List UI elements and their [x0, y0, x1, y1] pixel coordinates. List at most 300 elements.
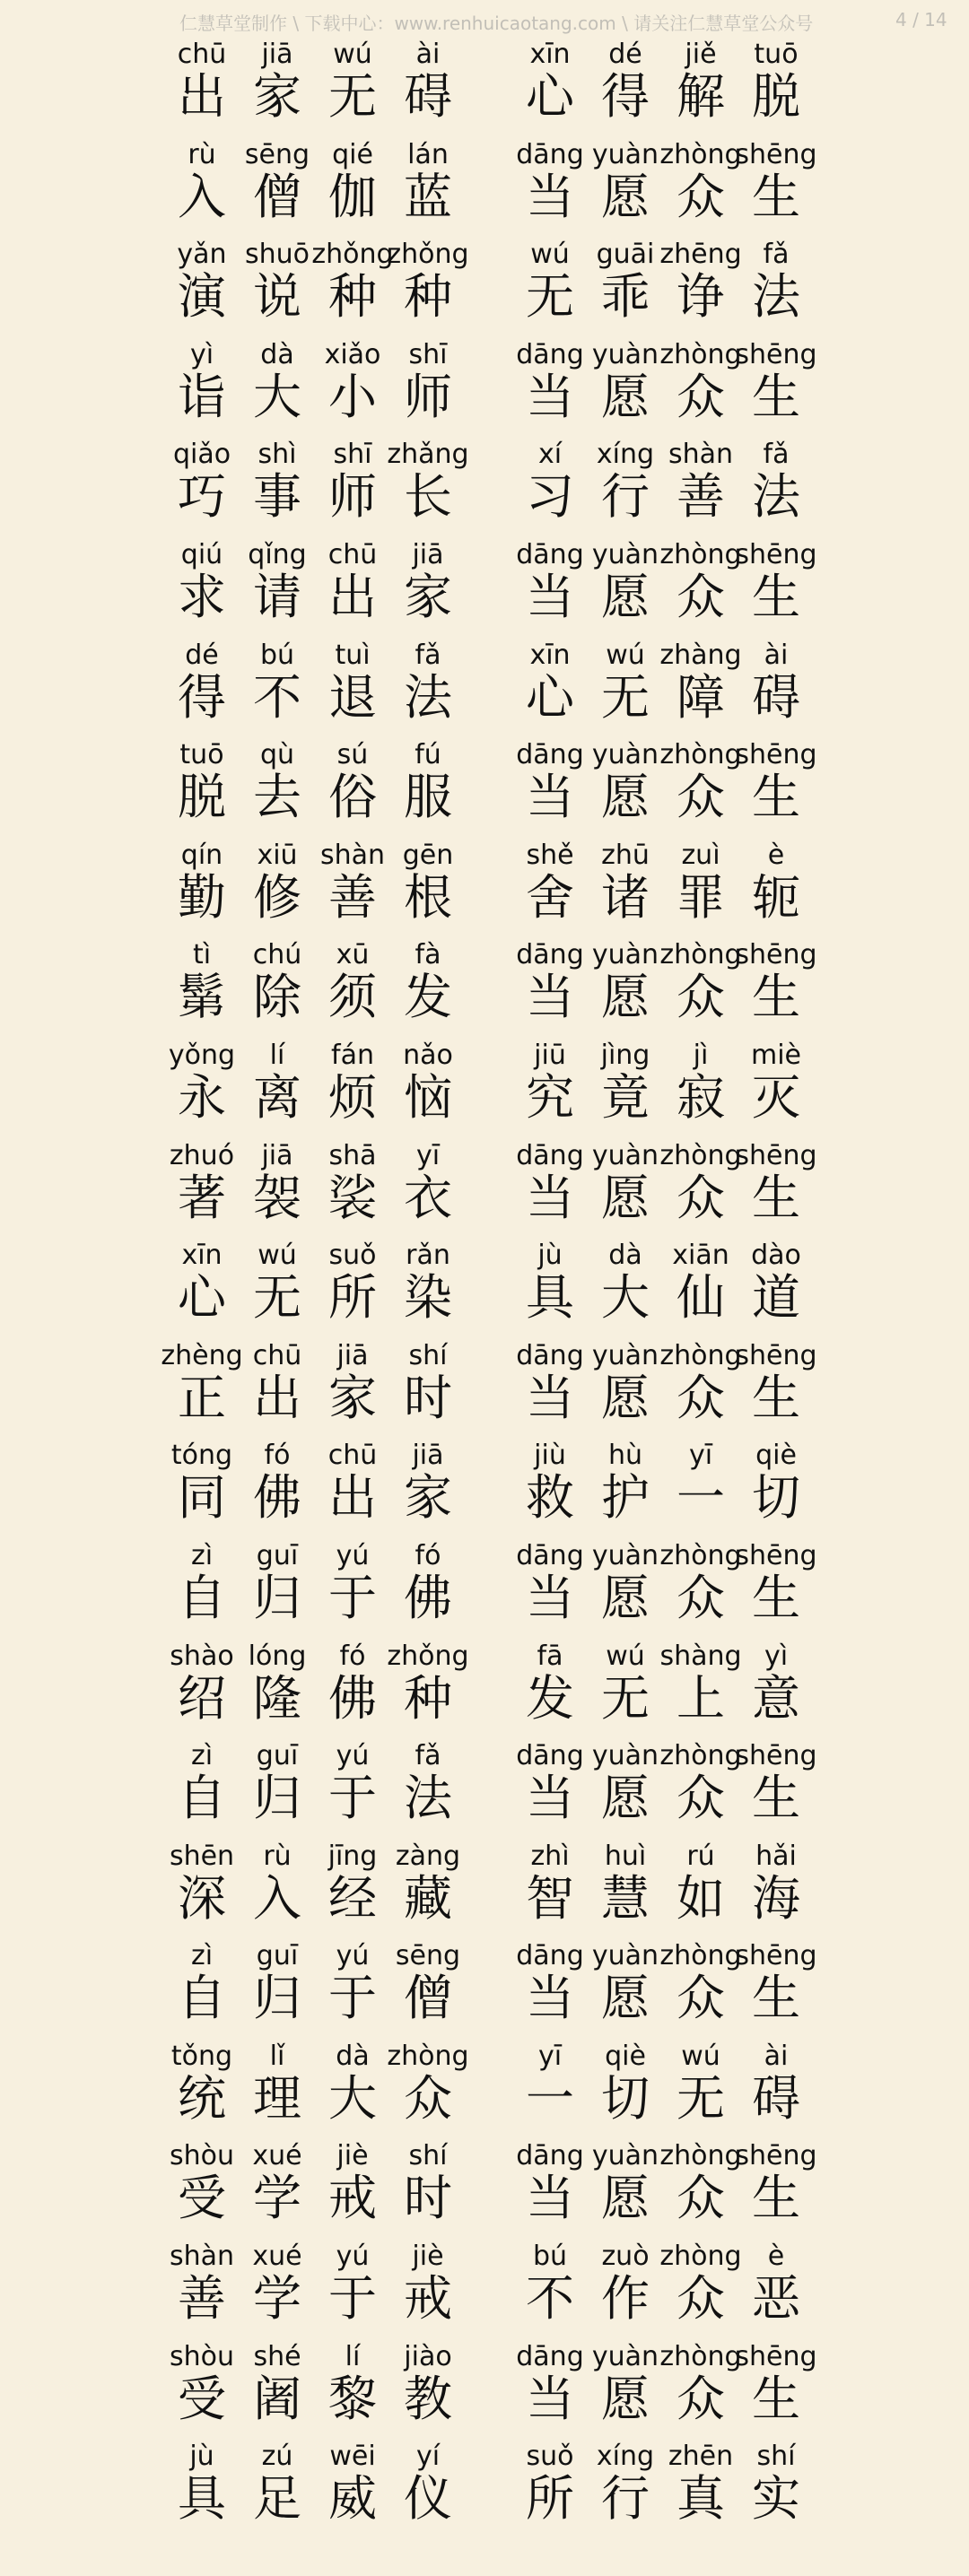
hanzi: 愿 [601, 168, 650, 225]
pinyin: shàn [319, 839, 386, 871]
pinyin: fó [339, 1640, 366, 1672]
hanzi: 入 [253, 1869, 301, 1927]
verse-line-left [165, 1737, 461, 1838]
pinyin: dāng [516, 538, 584, 570]
pinyin: sú [336, 739, 369, 771]
verse-line-left [165, 1537, 461, 1638]
pinyin: chū [252, 1339, 302, 1371]
pinyin: shēng [735, 338, 817, 370]
ruby-character [391, 1437, 465, 1537]
hanzi: 生 [752, 1169, 800, 1226]
hanzi: 仙 [677, 1269, 725, 1327]
ruby-character [391, 1838, 465, 1938]
pinyin: wú [530, 239, 570, 271]
ruby-character [391, 637, 465, 737]
pinyin: zhòng [387, 2040, 469, 2072]
pinyin: xīn [181, 1240, 223, 1272]
hanzi: 愿 [601, 1569, 650, 1626]
pinyin: shàn [668, 439, 734, 471]
verse-line-right [513, 436, 809, 536]
hanzi: 学 [253, 2270, 301, 2328]
pinyin: fán [331, 1039, 374, 1071]
verse-line-right [513, 1237, 809, 1337]
ruby-character [391, 2137, 465, 2238]
pinyin: dào [751, 1240, 801, 1272]
hanzi: 出 [328, 1469, 377, 1527]
hanzi: 烦 [328, 1068, 377, 1126]
pinyin: yuàn [591, 2340, 659, 2372]
hanzi: 无 [253, 1269, 301, 1327]
hanzi: 自 [178, 1970, 226, 2027]
pinyin: jiè [336, 2140, 369, 2172]
pinyin: shēng [735, 2140, 817, 2172]
hanzi: 障 [677, 668, 725, 726]
verse-line-left [165, 336, 461, 437]
hanzi: 乖 [601, 268, 650, 326]
pinyin: rǎn [406, 1240, 450, 1272]
pinyin: ài [764, 639, 789, 671]
pinyin: yú [336, 2241, 370, 2273]
pinyin: yí [415, 2441, 441, 2473]
verse-line-left [165, 2137, 461, 2238]
hanzi: 家 [328, 1369, 377, 1426]
hanzi: 所 [328, 1269, 377, 1327]
pinyin: fó [415, 1539, 441, 1571]
pinyin: xiān [672, 1240, 729, 1272]
ruby-character [391, 1537, 465, 1638]
pinyin: jiū [534, 1039, 566, 1071]
hanzi: 时 [404, 2170, 452, 2227]
pinyin: zhòng [659, 1740, 742, 1772]
verse-row [0, 2038, 969, 2138]
pinyin: shēng [735, 2340, 817, 2372]
hanzi: 灭 [752, 1068, 800, 1126]
hanzi: 生 [752, 568, 800, 625]
pinyin: jiè [412, 2241, 444, 2273]
hanzi: 无 [328, 68, 377, 125]
hanzi: 染 [404, 1269, 452, 1327]
pinyin: shàng [659, 1640, 742, 1672]
pinyin: zuì [681, 839, 720, 871]
hanzi: 得 [178, 668, 226, 726]
hanzi: 于 [328, 2270, 377, 2328]
pinyin: shí [756, 2441, 796, 2473]
pinyin: dāng [516, 1339, 584, 1371]
hanzi: 自 [178, 1569, 226, 1626]
pinyin: shàn [169, 2241, 235, 2273]
hanzi: 小 [328, 368, 377, 425]
pinyin: jiā [412, 1440, 444, 1472]
hanzi: 大 [601, 1269, 650, 1327]
pinyin: dāng [516, 1539, 584, 1571]
pinyin: shuō [244, 239, 310, 271]
pinyin: xí [537, 439, 563, 471]
hanzi: 生 [752, 1369, 800, 1426]
page-number: 4 / 14 [895, 9, 947, 30]
ruby-character [391, 2338, 465, 2439]
hanzi: 生 [752, 1770, 800, 1827]
verse-line-right [513, 2338, 817, 2439]
pinyin: zì [190, 1539, 214, 1571]
pinyin: xīn [529, 39, 571, 70]
pinyin: zhēn [668, 2441, 734, 2473]
hanzi: 恼 [404, 1068, 452, 1126]
pinyin: bú [532, 2241, 568, 2273]
pinyin: tuì [335, 639, 371, 671]
verse-line-right [513, 1037, 809, 1137]
verse-line-left [165, 136, 461, 237]
verse-line-right [513, 536, 817, 637]
verse-line-left [165, 1937, 461, 2038]
hanzi: 受 [178, 2170, 226, 2227]
hanzi: 生 [752, 168, 800, 225]
hanzi: 佛 [253, 1469, 301, 1527]
pinyin: shēng [735, 939, 817, 971]
hanzi: 舍 [526, 868, 574, 926]
hanzi: 说 [253, 268, 301, 326]
pinyin: fǎ [415, 639, 441, 671]
hanzi: 不 [526, 2270, 574, 2328]
pinyin: xíng [596, 439, 655, 471]
hanzi: 佛 [404, 1569, 452, 1626]
pinyin: fǎ [763, 239, 790, 271]
verse-line-left [165, 236, 469, 336]
ruby-character [735, 1337, 817, 1438]
pinyin: yī [415, 1139, 441, 1171]
hanzi: 出 [178, 68, 226, 125]
hanzi: 当 [526, 1169, 574, 1226]
ruby-character [739, 36, 813, 136]
verse-row [0, 1137, 969, 1238]
hanzi: 竟 [601, 1068, 650, 1126]
hanzi: 出 [253, 1369, 301, 1426]
hanzi: 法 [404, 668, 452, 726]
pinyin: qiè [605, 2040, 646, 2072]
pinyin: sēng [244, 138, 310, 170]
verse-row [0, 1337, 969, 1438]
pinyin: rù [263, 1840, 292, 1872]
hanzi: 经 [328, 1869, 377, 1927]
pinyin: xiǎo [324, 338, 381, 370]
hanzi: 衣 [404, 1169, 452, 1226]
pinyin: chū [327, 1440, 378, 1472]
pinyin: zhòng [659, 1940, 742, 1972]
hanzi: 入 [178, 168, 226, 225]
verse-row [0, 1838, 969, 1938]
hanzi: 家 [253, 68, 301, 125]
pinyin: yuàn [591, 1740, 659, 1772]
hanzi: 愿 [601, 1770, 650, 1827]
verse-line-left [161, 1337, 461, 1438]
pinyin: shī [408, 338, 448, 370]
pinyin: yuàn [591, 1339, 659, 1371]
pinyin: shā [328, 1139, 377, 1171]
hanzi: 于 [328, 1770, 377, 1827]
pinyin: nǎo [403, 1039, 453, 1071]
ruby-character [391, 36, 465, 136]
pinyin: xīn [529, 639, 571, 671]
pinyin: zì [190, 1740, 214, 1772]
hanzi: 去 [253, 769, 301, 826]
hanzi: 归 [253, 1569, 301, 1626]
pinyin: zhèng [161, 1339, 243, 1371]
hanzi: 出 [328, 568, 377, 625]
hanzi: 心 [526, 68, 574, 125]
hanzi: 愿 [601, 969, 650, 1026]
pinyin: è [767, 2241, 785, 2273]
verse-line-right [513, 1638, 809, 1738]
pinyin: shēng [735, 1339, 817, 1371]
pinyin: jù [189, 2441, 214, 2473]
hanzi: 时 [404, 1369, 452, 1426]
pinyin: zhòng [659, 1539, 742, 1571]
hanzi: 根 [404, 868, 452, 926]
pinyin: shēng [735, 1539, 817, 1571]
verse-line-right [513, 2137, 817, 2238]
pinyin: tóng [170, 1440, 233, 1472]
ruby-character [391, 1037, 465, 1137]
verse-row [0, 2137, 969, 2238]
hanzi: 当 [526, 1770, 574, 1827]
pinyin: zhǒng [387, 1640, 469, 1672]
verse-line-right [513, 2438, 809, 2538]
hanzi: 诸 [601, 868, 650, 926]
pinyin: jiào [404, 2340, 452, 2372]
hanzi: 当 [526, 168, 574, 225]
hanzi: 道 [752, 1269, 800, 1327]
ruby-character [739, 1437, 813, 1537]
hanzi: 众 [677, 368, 725, 425]
pinyin: shòu [169, 2340, 234, 2372]
hanzi: 众 [677, 2170, 725, 2227]
verse-line-right [513, 1537, 817, 1638]
verse-line-right [513, 1437, 809, 1537]
pinyin: yǒng [168, 1039, 236, 1071]
pinyin: wú [333, 39, 372, 70]
pinyin: xū [336, 939, 370, 971]
hanzi: 僧 [404, 1970, 452, 2027]
hanzi: 于 [328, 1970, 377, 2027]
hanzi: 僧 [253, 168, 301, 225]
hanzi: 隆 [253, 1669, 301, 1727]
pinyin: dà [260, 338, 294, 370]
ruby-character [387, 236, 469, 336]
hanzi: 当 [526, 1970, 574, 2027]
hanzi: 众 [677, 168, 725, 225]
pinyin: yǎn [177, 239, 227, 271]
hanzi: 戒 [404, 2270, 452, 2328]
hanzi: 除 [253, 969, 301, 1026]
pinyin: guī [256, 1740, 299, 1772]
verse-row [0, 1437, 969, 1537]
verse-line-left [165, 1237, 461, 1337]
pinyin: zhǎng [387, 439, 469, 471]
pinyin: zàng [395, 1840, 461, 1872]
hanzi: 愿 [601, 2370, 650, 2427]
hanzi: 生 [752, 2370, 800, 2427]
hanzi: 俗 [328, 769, 377, 826]
hanzi: 无 [601, 1669, 650, 1727]
pinyin: dāng [516, 338, 584, 370]
pinyin: shēn [169, 1840, 235, 1872]
hanzi: 阇 [253, 2370, 301, 2427]
hanzi: 解 [677, 68, 725, 125]
hanzi: 归 [253, 1970, 301, 2027]
hanzi: 一 [677, 1469, 725, 1527]
pinyin: zhuó [169, 1139, 235, 1171]
hanzi: 学 [253, 2170, 301, 2227]
hanzi: 正 [178, 1369, 226, 1426]
pinyin: jiā [336, 1339, 369, 1371]
hanzi: 种 [328, 268, 377, 326]
pinyin: dāng [516, 2340, 584, 2372]
ruby-character [739, 1237, 813, 1337]
hanzi: 当 [526, 769, 574, 826]
ruby-character [391, 837, 465, 937]
pinyin: dé [185, 639, 219, 671]
pinyin: wēi [329, 2441, 376, 2473]
pinyin: fǎ [415, 1740, 441, 1772]
verse-row [0, 36, 969, 136]
verse-line-right [513, 36, 809, 136]
ruby-character [387, 1638, 469, 1738]
pinyin: shì [258, 439, 297, 471]
hanzi: 自 [178, 1770, 226, 1827]
pinyin: xué [252, 2241, 302, 2273]
ruby-character [391, 1337, 465, 1438]
hanzi: 事 [253, 468, 301, 526]
ruby-character [739, 837, 813, 937]
pinyin: gēn [402, 839, 454, 871]
pinyin: chú [252, 939, 302, 971]
ruby-character [735, 936, 817, 1037]
ruby-character [739, 2038, 813, 2138]
ruby-character [739, 1638, 813, 1738]
pinyin: dāng [516, 1740, 584, 1772]
hanzi: 慧 [601, 1869, 650, 1927]
ruby-character [391, 336, 465, 437]
hanzi: 大 [253, 368, 301, 425]
pinyin: fó [264, 1440, 291, 1472]
pinyin: yuàn [591, 939, 659, 971]
pinyin: jiù [534, 1440, 566, 1472]
pinyin: shēng [735, 1940, 817, 1972]
ruby-character [739, 1838, 813, 1938]
verse-row [0, 936, 969, 1037]
pinyin: dà [336, 2040, 370, 2072]
verse-line-right [513, 1337, 817, 1438]
verse-line-left [165, 2338, 461, 2439]
hanzi: 巧 [178, 468, 226, 526]
hanzi: 种 [404, 268, 452, 326]
pinyin: jìng [600, 1039, 650, 1071]
pinyin: rù [188, 138, 216, 170]
hanzi: 当 [526, 2370, 574, 2427]
ruby-character [391, 2438, 465, 2538]
pinyin: yuàn [591, 1940, 659, 1972]
pinyin: shí [408, 2140, 448, 2172]
pinyin: bú [259, 639, 295, 671]
pinyin: suǒ [526, 2441, 574, 2473]
hanzi: 当 [526, 969, 574, 1026]
hanzi: 发 [526, 1669, 574, 1727]
pinyin: yì [764, 1640, 789, 1672]
hanzi: 脱 [178, 769, 226, 826]
hanzi: 请 [253, 568, 301, 625]
hanzi: 众 [677, 1369, 725, 1426]
hanzi: 救 [526, 1469, 574, 1527]
pinyin: ài [764, 2040, 789, 2072]
hanzi: 善 [677, 468, 725, 526]
ruby-character [735, 1537, 817, 1638]
hanzi: 生 [752, 1970, 800, 2027]
pinyin: suǒ [328, 1240, 377, 1272]
pinyin: yì [189, 338, 214, 370]
hanzi: 善 [328, 868, 377, 926]
verse-row [0, 136, 969, 237]
pinyin: guāi [596, 239, 655, 271]
hanzi: 勤 [178, 868, 226, 926]
pinyin: yuàn [591, 2140, 659, 2172]
pinyin: yú [336, 1539, 370, 1571]
ruby-character [391, 1737, 465, 1838]
hanzi: 众 [677, 2370, 725, 2427]
verse-line-left [165, 1838, 461, 1938]
hanzi: 恶 [752, 2270, 800, 2328]
pinyin: shēng [735, 1139, 817, 1171]
hanzi: 归 [253, 1770, 301, 1827]
hanzi: 众 [404, 2069, 452, 2127]
pinyin: jù [537, 1240, 563, 1272]
pinyin: jì [693, 1039, 709, 1071]
verse-row [0, 2338, 969, 2439]
ruby-character [735, 2137, 817, 2238]
hanzi: 如 [677, 1869, 725, 1927]
hanzi: 求 [178, 568, 226, 625]
pinyin: dāng [516, 939, 584, 971]
hanzi: 真 [677, 2470, 725, 2528]
ruby-character [739, 2438, 813, 2538]
hanzi: 法 [752, 468, 800, 526]
hanzi: 无 [601, 668, 650, 726]
hanzi: 众 [677, 2270, 725, 2328]
hanzi: 永 [178, 1068, 226, 1126]
verse-line-left [165, 637, 461, 737]
ruby-character [391, 536, 465, 637]
pinyin: zhòng [659, 2140, 742, 2172]
pinyin: xíng [596, 2441, 655, 2473]
pinyin: shě [526, 839, 574, 871]
pinyin: zhū [601, 839, 650, 871]
pinyin: zhòng [659, 2241, 742, 2273]
hanzi: 种 [404, 1669, 452, 1727]
pinyin: shī [333, 439, 372, 471]
hanzi: 无 [677, 2069, 725, 2127]
hanzi: 长 [404, 468, 452, 526]
verse-line-left [165, 536, 461, 637]
hanzi: 轭 [752, 868, 800, 926]
hanzi: 统 [178, 2069, 226, 2127]
pinyin: qǐng [248, 538, 307, 570]
pinyin: fǎ [763, 439, 790, 471]
verse-row [0, 736, 969, 837]
hanzi: 护 [601, 1469, 650, 1527]
pinyin: yuàn [591, 138, 659, 170]
hanzi: 鬀 [178, 969, 226, 1026]
pinyin: yī [537, 2040, 563, 2072]
hanzi: 生 [752, 2170, 800, 2227]
hanzi: 所 [526, 2470, 574, 2528]
